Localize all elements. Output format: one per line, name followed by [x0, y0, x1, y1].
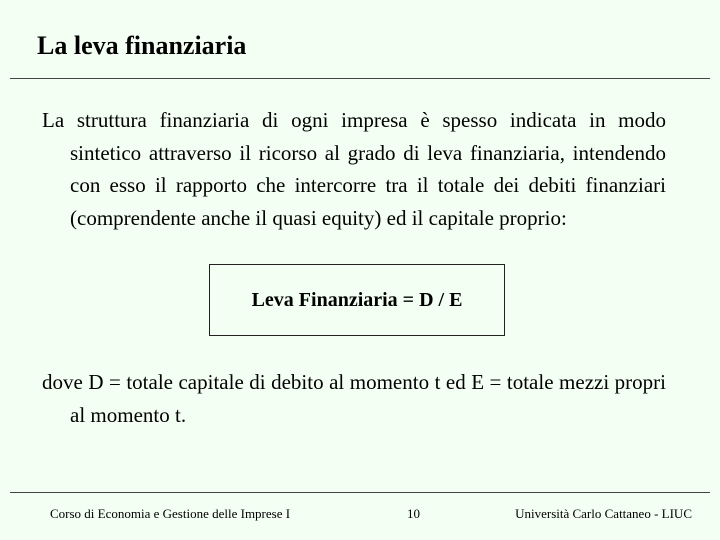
- footer-course: Corso di Economia e Gestione delle Imprese I: [50, 506, 291, 521]
- title-divider: [10, 78, 710, 79]
- formula-box: [209, 264, 505, 336]
- definition-paragraph: dove D = totale capitale di debito al momento t ed E = totale mezzi propri al momento t.: [42, 370, 666, 427]
- intro-paragraph: La struttura finanziaria di ogni impresa è spesso indicata in modo sintetico attraverso il ricorso al grado di leva finanziaria, intendendo con esso il rapporto che intercorre tra il totale dei debiti finanziari (comprendente anche il quasi equity) ed il capitale proprio:: [42, 108, 666, 230]
- footer-university: Università Carlo Cattaneo - LIUC: [515, 506, 692, 521]
- formula-text: Leva Finanziaria = D / E: [251, 288, 463, 311]
- footer-divider: [10, 492, 710, 493]
- slide-title: La leva finanziaria: [37, 31, 247, 60]
- footer-page-number: 10: [407, 506, 420, 521]
